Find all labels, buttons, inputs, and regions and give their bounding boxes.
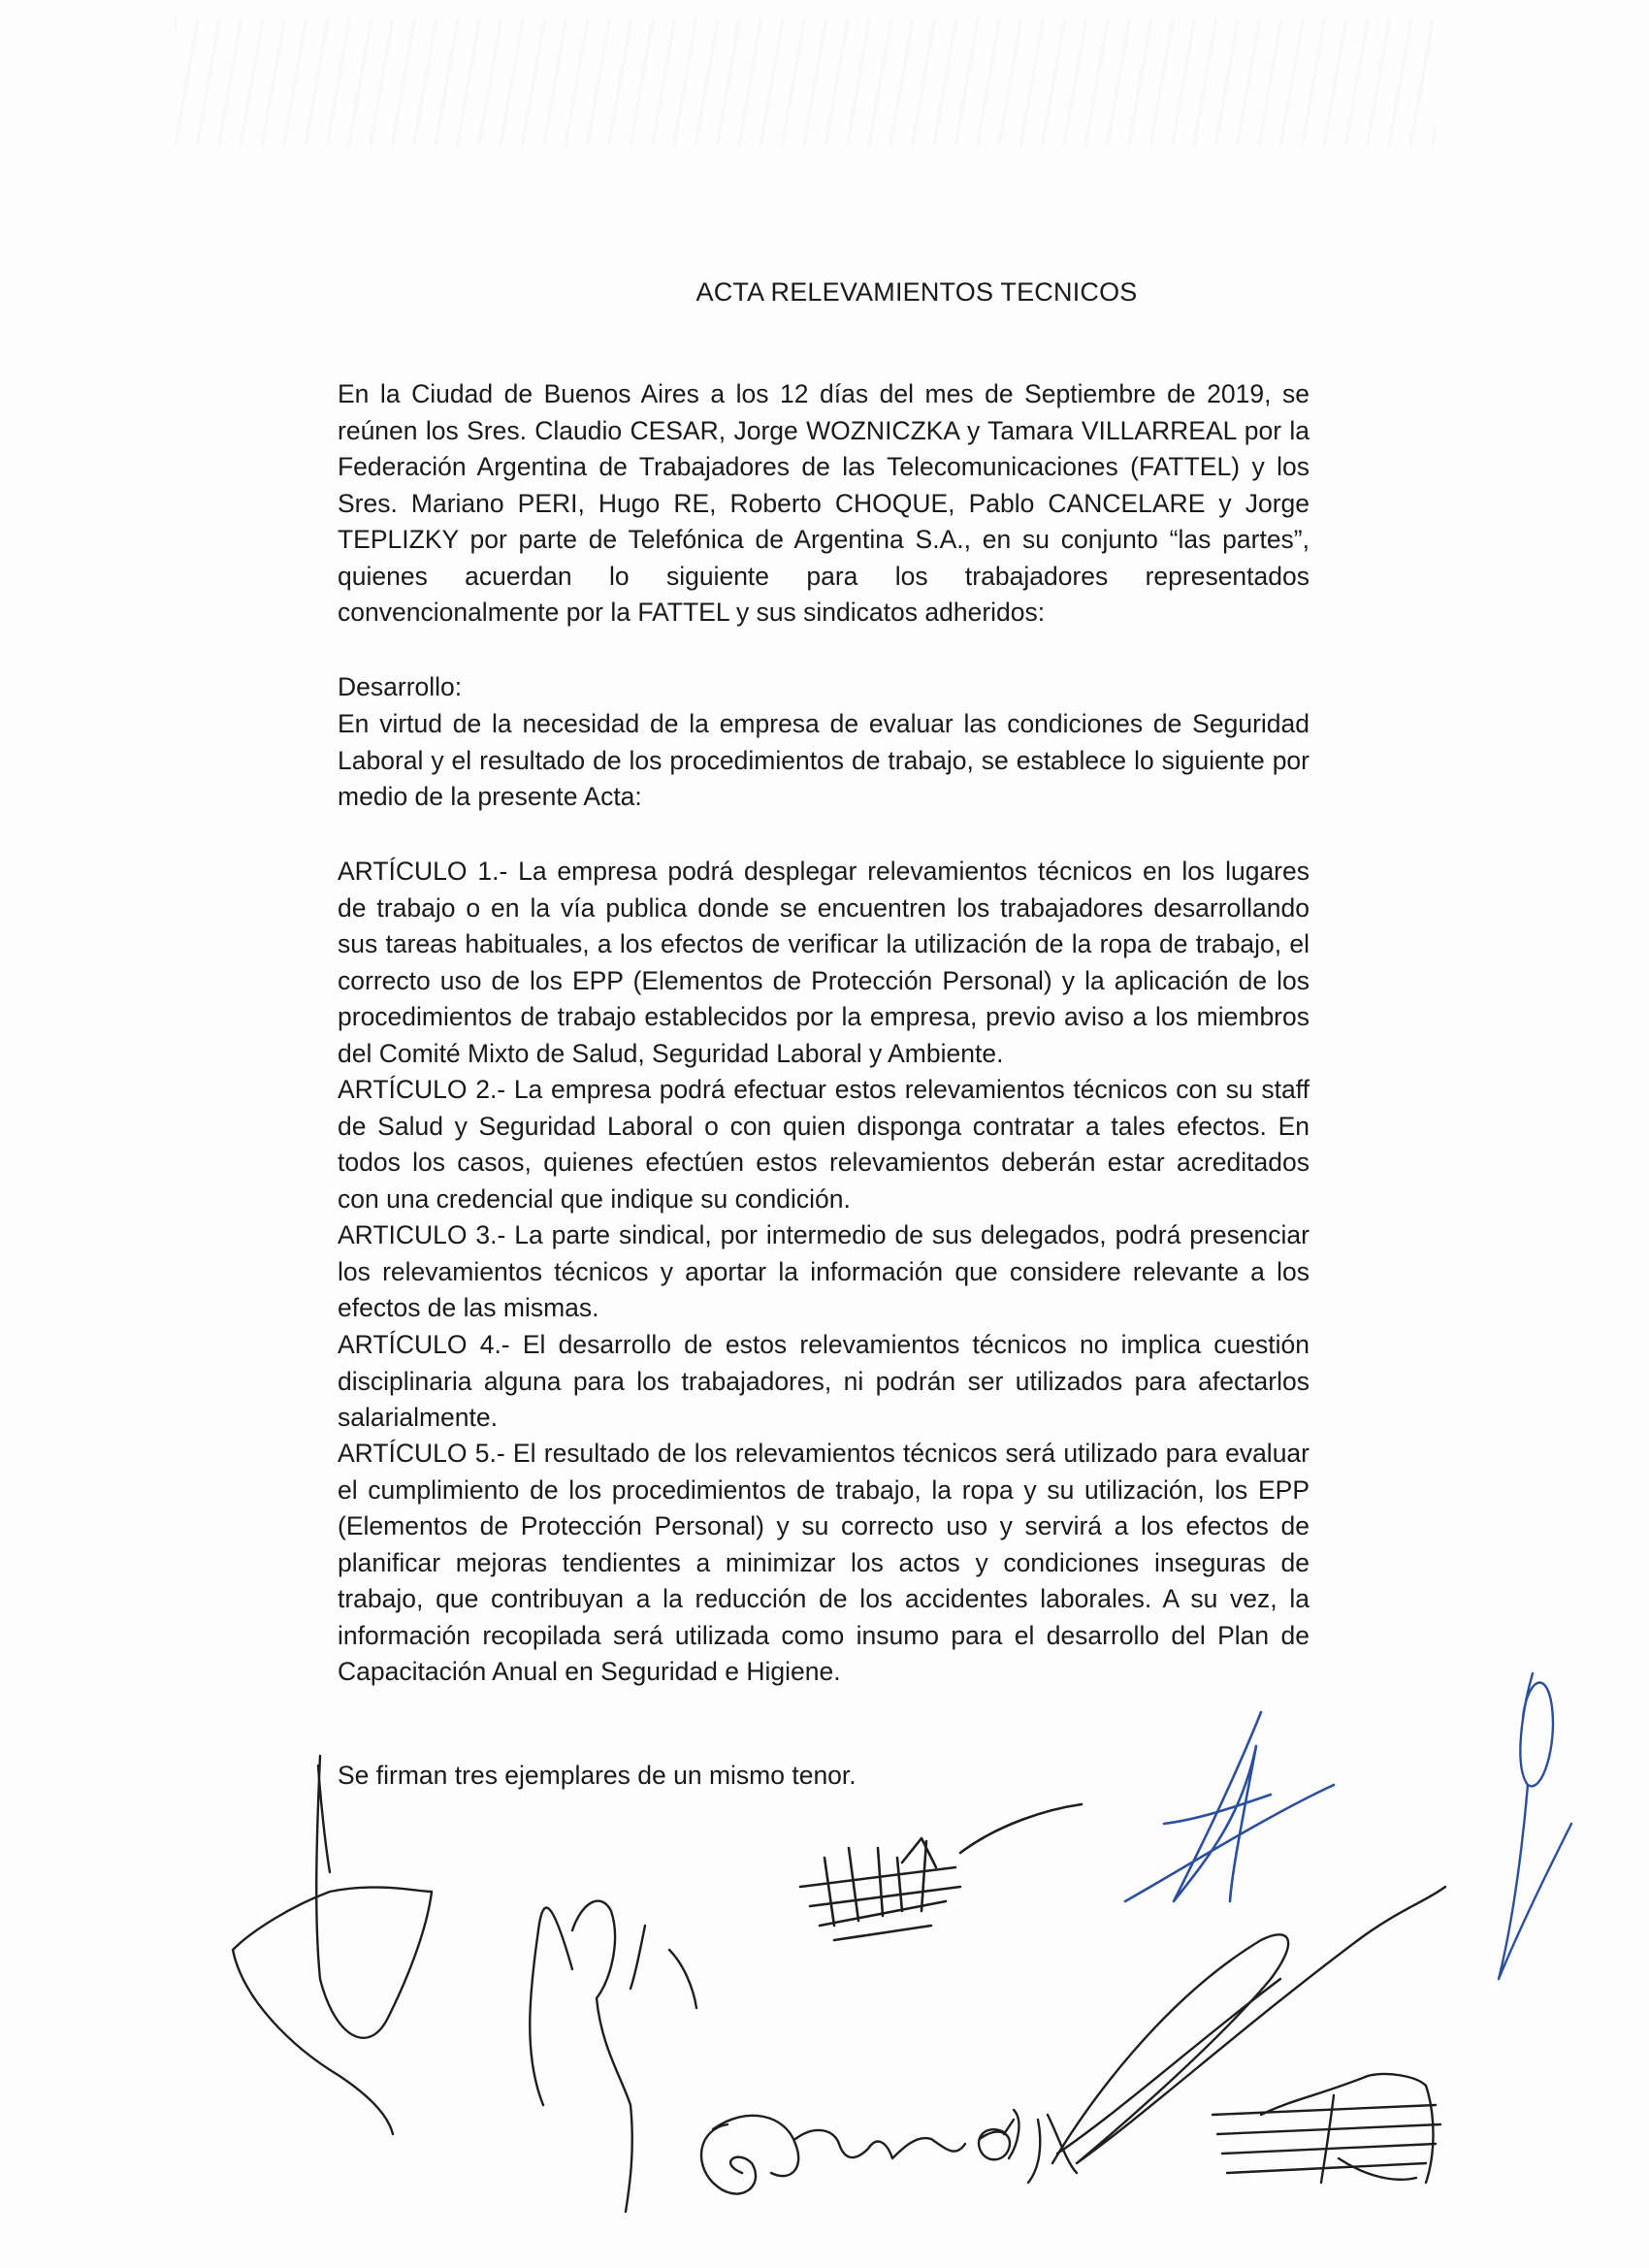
document-title: ACTA RELEVAMIENTOS TECNICOS xyxy=(695,277,1138,307)
development-label: Desarrollo: xyxy=(338,672,463,701)
signature-2 xyxy=(530,1901,696,2212)
signature-3 xyxy=(800,1804,1082,1940)
signature-8 xyxy=(1212,2074,1440,2183)
signature-6 xyxy=(1125,1712,1334,1901)
article-3: ARTICULO 3.- La parte sindical, por intermedio de sus delegados, podrá presenciar los relevamientos técnicos y aportar la información que considere relevante a los efectos de las mismas. xyxy=(338,1220,1310,1322)
signature-4 xyxy=(701,2110,1077,2193)
signature-5 xyxy=(1052,1887,1445,2163)
article-2: ARTÍCULO 2.- La empresa podrá efectuar estos relevamientos técnicos con su staff de Salud y Seguridad Laboral o con quien disponga contratar a tales efectos. En todos los casos, quienes efectúen estos relevamientos deberán estar acreditados con una credencial que indique su condición. xyxy=(338,1075,1310,1214)
article-5: ARTÍCULO 5.- El resultado de los relevamientos técnicos será utilizado para evaluar el cumplimiento de los procedimientos de trabajo, la ropa y su utilización, los EPP (Elementos de Protección Personal) y su correcto uso y servirá a los efectos de planificar mejoras tendientes a minimizar los actos y condiciones inseguras de trabajo, que contribuyan a la reducción de los accidentes laborales. A su vez, la información recopilada será utilizada como insumo para el desarrollo del Plan de Capacitación Anual en Seguridad e Higiene. xyxy=(338,1439,1310,1686)
article-4: ARTÍCULO 4.- El desarrollo de estos relevamientos técnicos no implica cuestión disciplinaria alguna para los trabajadores, ni podrán ser utilizados para afectarlos salarialmente. xyxy=(338,1330,1310,1432)
closing-statement: Se firman tres ejemplares de un mismo tenor. xyxy=(338,1761,857,1790)
signature-1 xyxy=(233,1756,432,2134)
intro-paragraph: En la Ciudad de Buenos Aires a los 12 días del mes de Septiembre de 2019, se reúnen los Sres. Claudio CESAR, Jorge WOZNICZKA y Tamara VILLARREAL por la Federación Argentina de Trabajadores de las Telecomunicaciones (FATTEL) y los Sres. Mariano PERI, Hugo RE, Roberto CHOQUE, Pablo CANCELARE y Jorge TEPLIZKY por parte de Telefónica de Argentina S.A., en su conjunto “las partes”, quienes acuerdan lo siguiente para los trabajadores representados convencionalmente por la FATTEL y sus sindicatos adheridos: xyxy=(338,379,1310,627)
article-1: ARTÍCULO 1.- La empresa podrá desplegar relevamientos técnicos en los lugares de trabajo o en la vía publica donde se encuentren los trabajadores desarrollando sus tareas habituales, a los efectos de verificar la utilización de la ropa de trabajo, el correcto uso de los EPP (Elementos de Protección Personal) y la aplicación de los procedimientos de trabajo establecidos por la empresa, previo aviso a los miembros del Comité Mixto de Salud, Seguridad Laboral y Ambiente. xyxy=(338,857,1310,1068)
signatures-area xyxy=(0,1649,1649,2268)
reverse-side-bleed xyxy=(175,19,1436,146)
development-paragraph: En virtud de la necesidad de la empresa de evaluar las condiciones de Seguridad Laboral y el resultado de los procedimientos de trabajo, se establece lo siguiente por medio de la presente Acta: xyxy=(338,709,1310,811)
signature-7 xyxy=(1499,1673,1571,1979)
